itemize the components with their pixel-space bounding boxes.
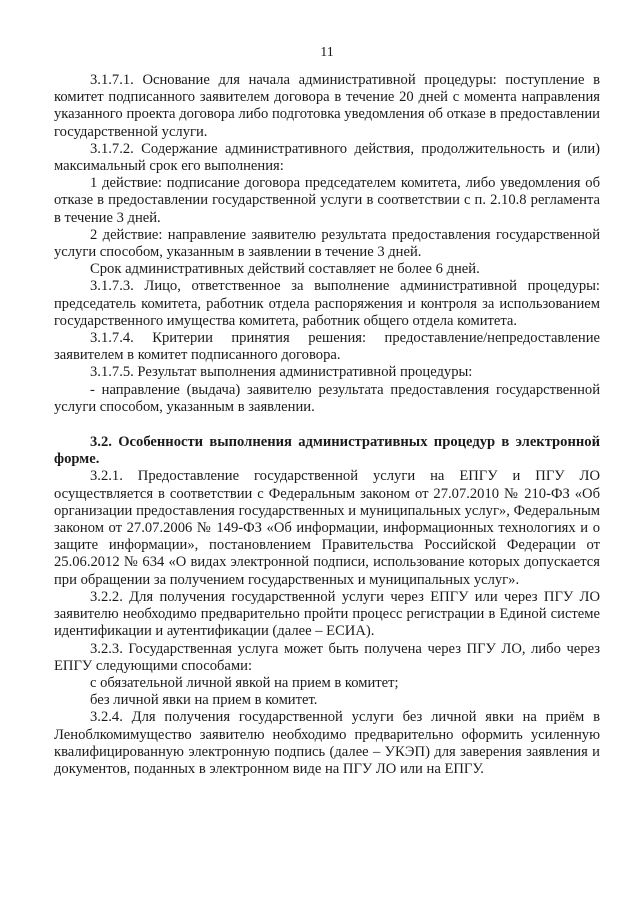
paragraph-3-1-7-3: 3.1.7.3. Лицо, ответственное за выполнение административной процедуры: председатель комитета, работник отдела распоряжения и контроля за использованием государственного имущества комитета, работник общего отдела комитета.	[54, 278, 600, 329]
paragraph-3-2-1: 3.2.1. Предоставление государственной услуги на ЕПГУ и ПГУ ЛО осуществляется в соответствии с Федеральным законом от 27.07.2010 № 210-ФЗ «Об организации предоставления государственных и муниципальных услуг», Федеральным законом от 27.07.2006 № 149-ФЗ «Об информации, информационных технологиях и о защите информации», постановлением Правительства Российской Федерации от 25.06.2012 № 634 «О видах электронной подписи, использование которых допускается при обращении за получением государственных и муниципальных услуг».	[54, 468, 600, 588]
paragraph-3-1-7-2: 3.1.7.2. Содержание административного действия, продолжительность и (или) максимальный срок его выполнения:	[54, 140, 600, 175]
paragraph-duration: Срок административных действий составляет не более 6 дней.	[90, 261, 480, 278]
section-heading-3-2: 3.2. Особенности выполнения административных процедур в электронной форме.	[54, 434, 600, 468]
paragraph-3-1-7-1: 3.1.7.1. Основание для начала административной процедуры: поступление в комитет подписанного заявителем договора в течение 20 дней с момента направления указанного проекта договора либо подготовка уведомления об отказе в предоставлении государственной услуги.	[54, 72, 600, 140]
paragraph-3-1-7-5: 3.1.7.5. Результат выполнения административной процедуры:	[90, 364, 473, 381]
page-number: 11	[320, 45, 334, 60]
paragraph-3-2-3: 3.2.3. Государственная услуга может быть получена через ПГУ ЛО, либо через ЕПГУ следующими способами:	[54, 640, 600, 674]
paragraph-3-2-4: 3.2.4. Для получения государственной услуги без личной явки на приём в Леноблкомимущество заявителю необходимо предварительно оформить усиленную квалифицированную электронную подпись (далее – УКЭП) для заверения заявления и документов, поданных в электронном виде на ПГУ ЛО или на ЕПГУ.	[54, 709, 600, 777]
list-item-without-visit: без личной явки на прием в комитет.	[90, 692, 318, 709]
paragraph-result-item: - направление (выдача) заявителю результата предоставления государственной услуги способом, указанным в заявлении.	[54, 381, 600, 415]
paragraph-action-1: 1 действие: подписание договора председателем комитета, либо уведомления об отказе в предоставлении государственной услуги в соответствии с п. 2.10.8 регламента в течение 3 дней.	[54, 175, 600, 226]
list-item-with-visit: с обязательной личной явкой на прием в комитет;	[90, 674, 399, 691]
paragraph-3-1-7-4: 3.1.7.4. Критерии принятия решения: предоставление/непредоставление заявителем в комитет подписанного договора.	[54, 330, 600, 364]
paragraph-3-2-2: 3.2.2. Для получения государственной услуги через ЕПГУ или через ПГУ ЛО заявителю необходимо предварительно пройти процесс регистрации в Единой системе идентификации и аутентификации (далее – ЕСИА).	[54, 588, 600, 640]
paragraph-action-2: 2 действие: направление заявителю результата предоставления государственной услуги способом, указанным в заявлении в течение 3 дней.	[54, 226, 600, 261]
